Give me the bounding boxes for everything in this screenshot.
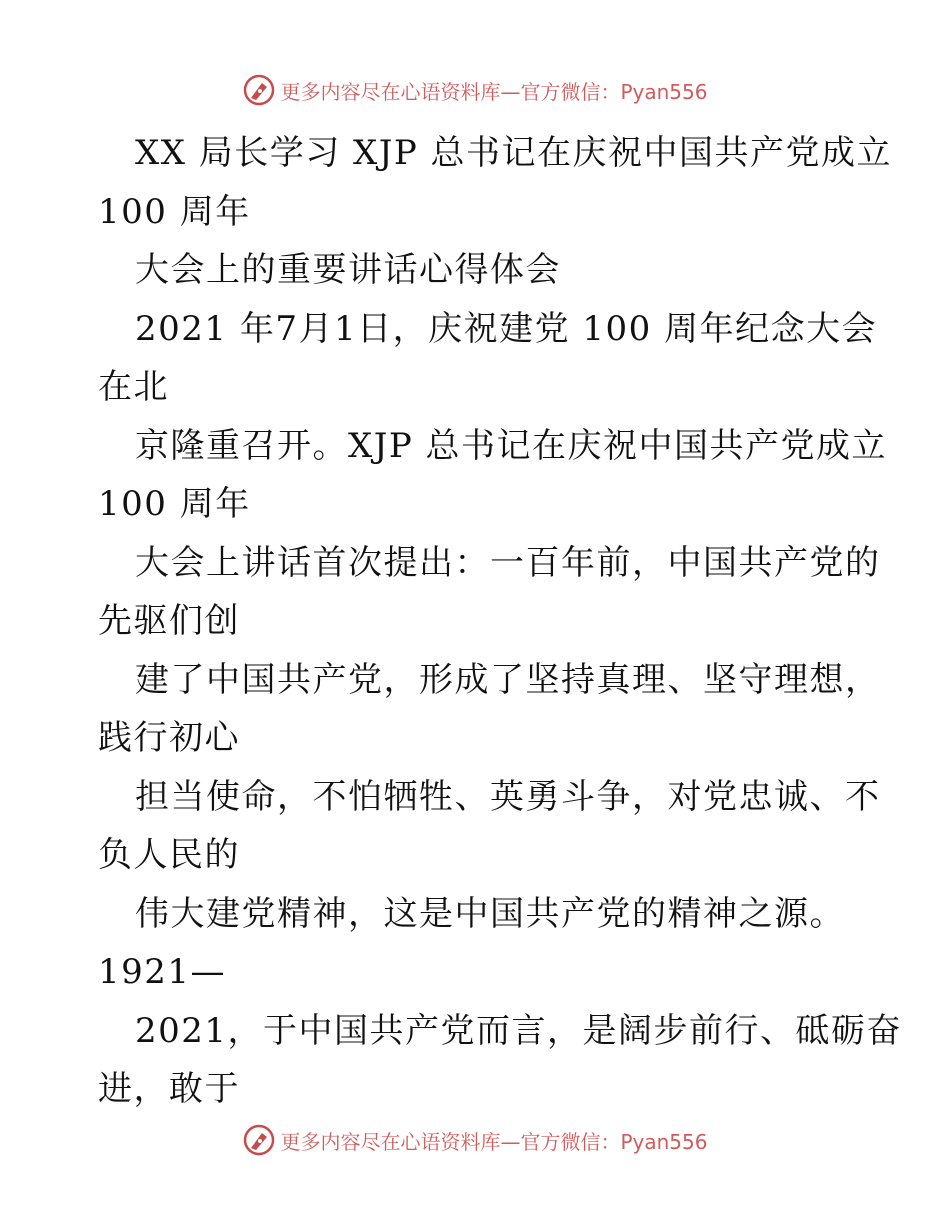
text-line: 践行初心: [98, 718, 240, 758]
text-line: 100 周年: [98, 191, 251, 232]
watermark-text: 更多内容尽在心语资料库—官方微信：Pyan556: [280, 1129, 708, 1154]
footer-watermark: [0, 1120, 950, 1160]
text-line: 大会上的重要讲话心得体会: [135, 250, 561, 290]
text-line: 在北: [98, 367, 169, 407]
text-line: 进，敢于: [98, 1069, 240, 1109]
text-line: 大会上讲话首次提出：一百年前，中国共产党的: [135, 542, 881, 583]
text-line: 伟大建党精神，这是中国共产党的精神之源。: [135, 893, 845, 934]
pen-nib-circle-icon: [242, 1123, 276, 1157]
header-watermark: [0, 70, 950, 110]
text-line: 先驱们创: [98, 601, 240, 641]
text-line: 担当使命，不怕牺牲、英勇斗争，对党忠诚、不: [135, 776, 881, 817]
text-line: 1921—: [98, 952, 227, 992]
text-line: 负人民的: [98, 835, 240, 875]
text-line: XX 局长学习 XJP 总书记在庆祝中国共产党成立: [135, 133, 893, 173]
text-line: 京隆重召开。XJP 总书记在庆祝中国共产党成立: [135, 425, 888, 466]
text-line: 建了中国共产党，形成了坚持真理、坚守理想，: [135, 659, 881, 700]
text-line: 2021 年7月1日，庆祝建党 100 周年纪念大会: [135, 308, 878, 349]
text-line: 100 周年: [98, 484, 251, 524]
text-line: 2021，于中国共产党而言，是阔步前行、砥砺奋: [135, 1010, 903, 1051]
watermark-text: 更多内容尽在心语资料库—官方微信：Pyan556: [280, 79, 708, 104]
pen-nib-circle-icon: [242, 73, 276, 107]
document-body: [98, 124, 903, 1119]
